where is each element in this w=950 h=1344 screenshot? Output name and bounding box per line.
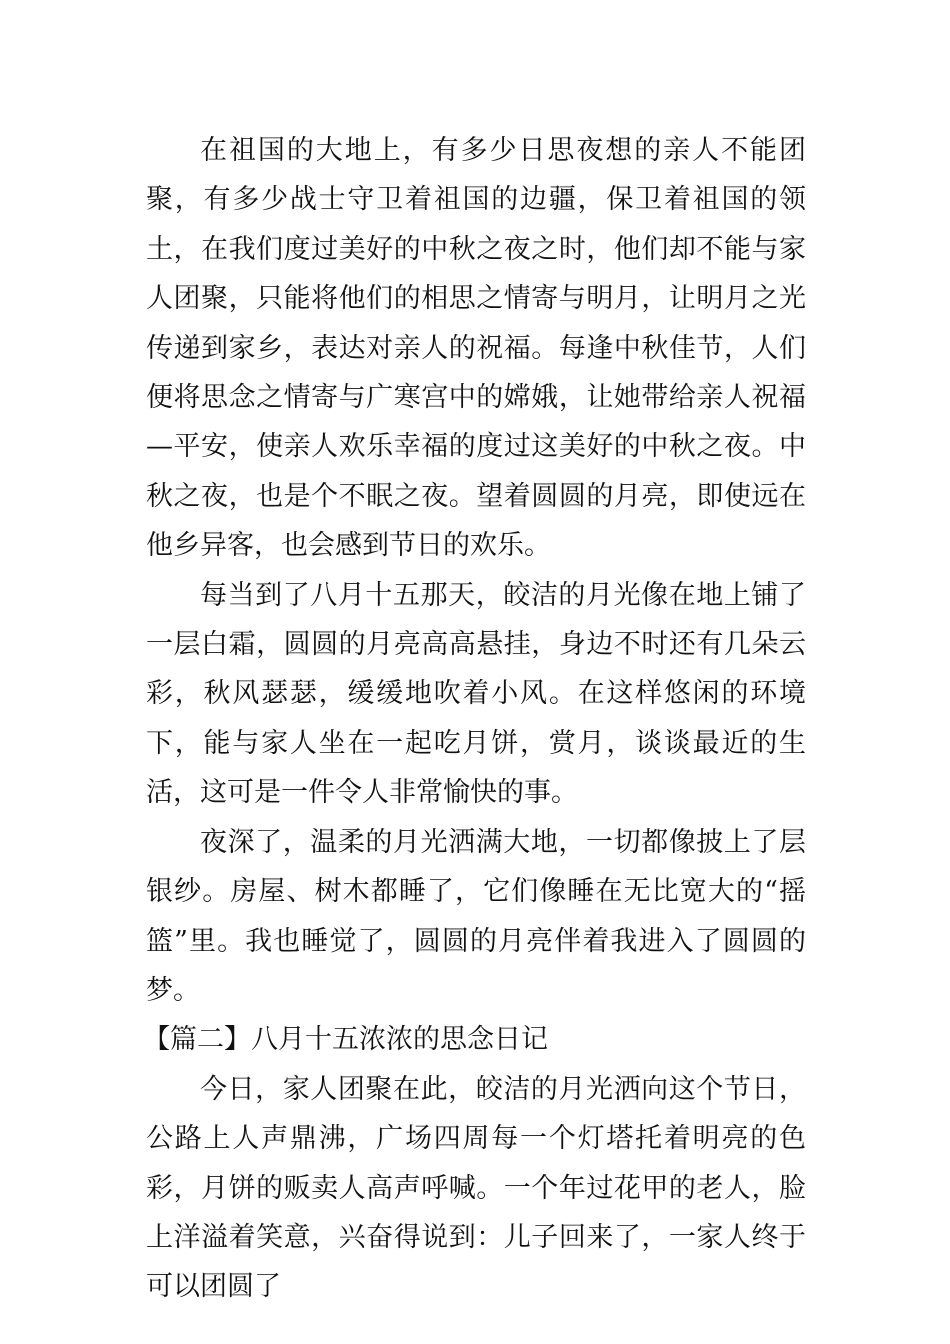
section-paragraph-1: 今日，家人团聚在此，皎洁的月光洒向这个节日，公路上人声鼎沸，广场四周每一个灯塔托着明亮的色彩，月饼的贩卖人高声呼喊。一个年过花甲的老人，脸上洋溢着笑意，兴奋得说到：儿子回来了，一家人终于可以团圆了: [146, 1073, 806, 1303]
section-heading: 【篇二】八月十五浓浓的思念日记: [143, 1024, 548, 1056]
paragraph-2: 每当到了八月十五那天，皎洁的月光像在地上铺了一层白霜，圆圆的月亮高高悬挂，身边不时还有几朵云彩，秋风瑟瑟，缓缓地吹着小风。在这样悠闲的环境下，能与家人坐在一起吃月饼，赏月，谈谈最近的生活，这可是一件令人非常愉快的事。: [146, 579, 806, 809]
document-body: [143, 126, 806, 1312]
paragraph-3: 夜深了，温柔的月光洒满大地，一切都像披上了层银纱。房屋、树木都睡了，它们像睡在无比宽大的“摇篮”里。我也睡觉了，圆圆的月亮伴着我进入了圆圆的梦。: [146, 826, 806, 1006]
paragraph-1: 在祖国的大地上，有多少日思夜想的亲人不能团聚，有多少战士守卫着祖国的边疆，保卫着祖国的领土，在我们度过美好的中秋之夜之时，他们却不能与家人团聚，只能将他们的相思之情寄与明月，让明月之光传递到家乡，表达对亲人的祝福。每逢中秋佳节，人们便将思念之情寄与广寒宫中的嫦娥，让她带给亲人祝福—平安，使亲人欢乐幸福的度过这美好的中秋之夜。中秋之夜，也是个不眠之夜。望着圆圆的月亮，即使远在他乡异客，也会感到节日的欢乐。: [146, 135, 806, 562]
